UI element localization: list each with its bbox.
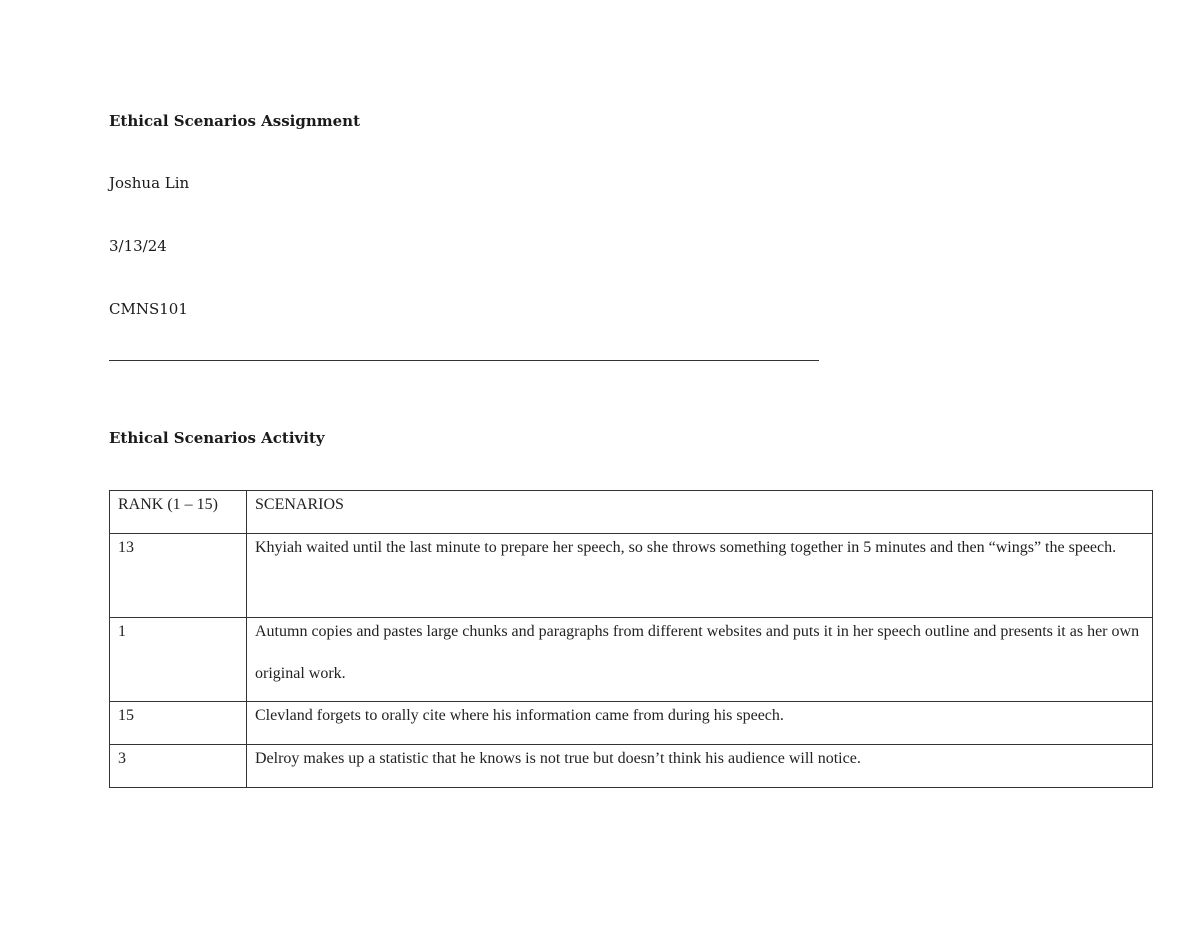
table-row: [110, 745, 1153, 788]
scenario-cell: Delroy makes up a statistic that he knows is not true but doesn’t think his audience will notice.: [247, 745, 1153, 788]
table-row: [110, 534, 1153, 618]
scenario-cell: Khyiah waited until the last minute to prepare her speech, so she throws something together in 5 minutes and then “wings” the speech.: [247, 534, 1153, 618]
document-date: 3/13/24: [109, 237, 167, 255]
author-name: Joshua Lin: [109, 174, 190, 192]
document-title: Ethical Scenarios Assignment: [109, 112, 361, 130]
rank-cell: 3: [110, 745, 247, 788]
column-header-scenarios: SCENARIOS: [247, 491, 1153, 534]
horizontal-rule: [109, 360, 819, 361]
scenario-cell: Autumn copies and pastes large chunks and paragraphs from different websites and puts it in her speech outline and presents it as her own original work.: [247, 618, 1153, 702]
rank-cell: 15: [110, 702, 247, 745]
table-row: [110, 618, 1153, 702]
rank-cell: 13: [110, 534, 247, 618]
column-header-rank: RANK (1 – 15): [110, 491, 247, 534]
scenarios-table: [109, 490, 1153, 788]
rank-cell: 1: [110, 618, 247, 702]
course-code: CMNS101: [109, 300, 188, 318]
scenario-cell: Clevland forgets to orally cite where his information came from during his speech.: [247, 702, 1153, 745]
section-heading: Ethical Scenarios Activity: [109, 429, 325, 447]
